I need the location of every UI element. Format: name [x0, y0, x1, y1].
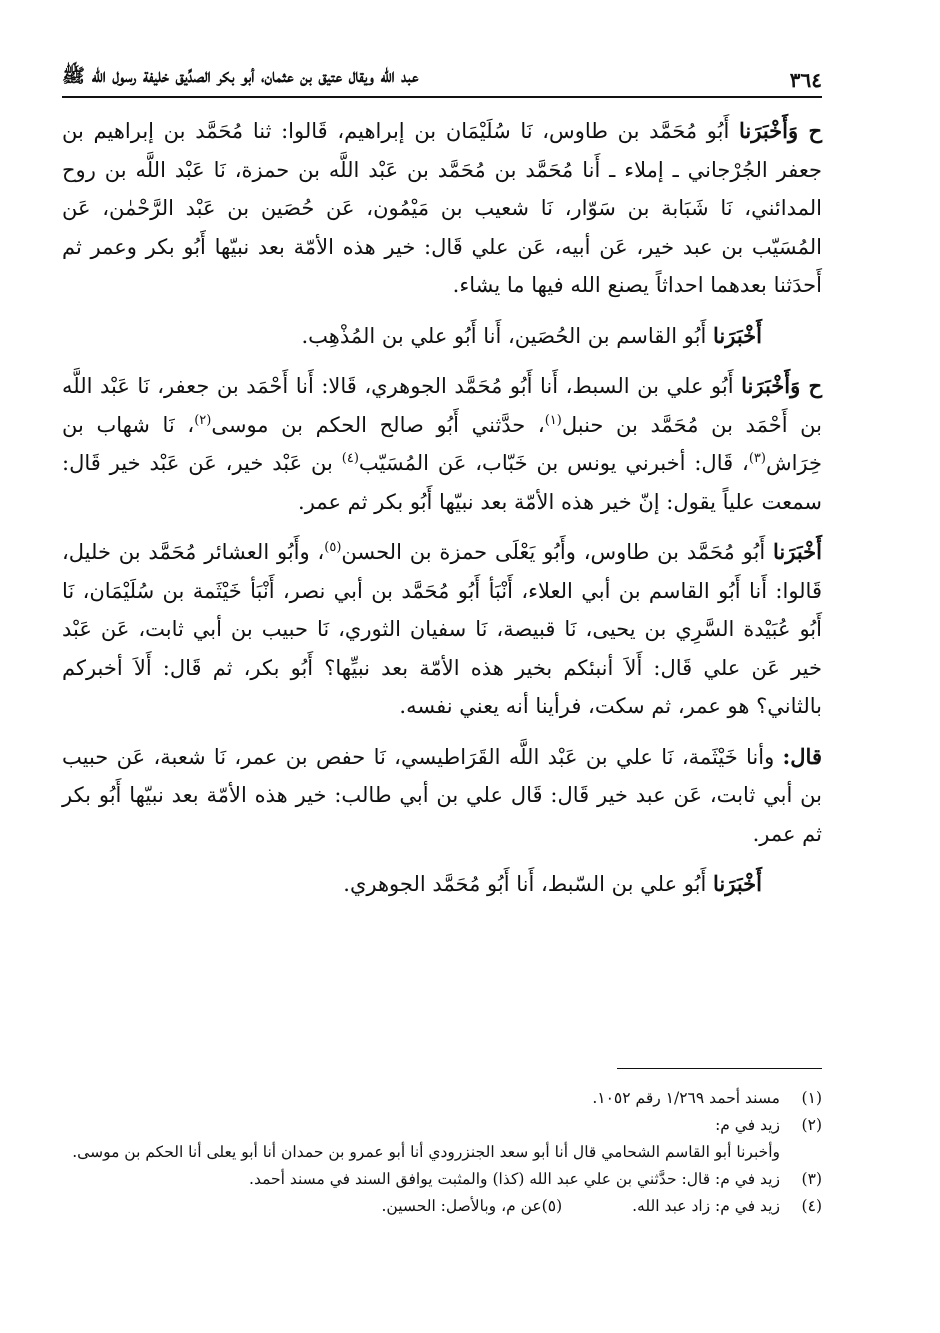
footnote-row: [62, 1193, 822, 1220]
paragraph-text: ، نَا شهاب بن خِرَاش: [62, 412, 822, 475]
paragraph: [62, 533, 822, 726]
footnote-ref[interactable]: (٥): [324, 540, 342, 555]
page-number: ٣٦٤: [789, 68, 822, 92]
paragraph: [62, 112, 822, 305]
paragraph-lead: أَخْبَرَنا: [713, 871, 762, 896]
paragraph-text: وأنا خَيْثَمة، نَا علي بن عَبْد اللَّه القَرَاطيسي، نَا حفص بن عمر، نَا شعبة، عَن حبيب بن أبي ثابت، عَن عبد خير قَال: قَال علي بن أبي طالب: خير هذه الأمّة بعد نبيّها أَبُو بكر ثم عمر.: [62, 744, 822, 846]
paragraph-lead: ح وَأَخْبَرَنا: [741, 373, 822, 398]
page-header: [62, 58, 822, 98]
footnote-number: (٥): [541, 1197, 563, 1215]
paragraph-lead: أَخْبَرَنا: [713, 322, 762, 348]
footnote-text: زيد في م: قال: حدَّثني بن علي عبد الله (كذا) والمثبت يوافق السند في مسند أحمد.: [249, 1170, 780, 1188]
footnote-continuation: وأخبرنا أبو القاسم الشحامي قال أنا أبو سعد الجنزرودي أنا أبو عمرو بن حمدان أنا أبو يعلى أنا الحكم بن موسى.: [72, 1143, 780, 1161]
running-title: عبد الله ويقال عتيق بن عثمان، أبو بكر الصدِّيق خليفة رسول الله ﷺ: [62, 65, 419, 87]
paragraph-lead: أَخْبَرَنا: [773, 539, 822, 564]
footnote-ref[interactable]: (٤): [341, 451, 359, 466]
footnote: [632, 1193, 822, 1220]
footnotes: [62, 1085, 822, 1220]
footnote-text: زيد في م:: [715, 1116, 780, 1134]
paragraph: [62, 367, 822, 521]
main-text: [62, 112, 822, 904]
paragraph-text: أَبُو مُحَمَّد بن طاوس، وأَبُو يَعْلَى حمزة بن الحسن: [341, 540, 773, 564]
footnote-number: (٣): [801, 1170, 822, 1188]
paragraph: [62, 865, 822, 904]
paragraph-text: أَبُو مُحَمَّد بن طاوس، نَا سُلَيْمَان بن إبراهيم، قَالوا: ثنا مُحَمَّد بن إبراهيم بن جعفر الجُرْجاني ـ إملاء ـ أَنا مُحَمَّد بن مُحَمَّد بن عَبْد اللَّه بن حمزة، نَا عَبْد اللَّه بن روح المدائني، نَا شَبَابة بن سَوّار، نَا شعيب بن مَيْمُون، عَن حُصَين بن عَبْد الرَّحْمٰن، عَن المُسَيّب بن عبد خير، عَن أبيه، عَن علي قَال: خير هذه الأمّة بعد نبيّها أَبُو بكر وعمر ثم أَحدَثنا بعدهما احداثاً يصنع الله فيها ما يشاء.: [62, 119, 823, 297]
footnote-separator: [617, 1068, 822, 1069]
paragraph-lead: قال:: [782, 743, 822, 769]
paragraph-text: ، حدَّثني أَبُو صالح الحكم بن موسى: [211, 412, 545, 437]
footnote-ref[interactable]: (١): [544, 412, 562, 428]
paragraph-text: أَبُو علي بن السبط، أَنا أَبُو مُحَمَّد الجوهري، قَالا: أَنا أَحْمَد بن جعفر، نَا عَبْد اللَّه بن أَحْمَد بن مُحَمَّد بن حنبل: [62, 374, 823, 437]
footnote-text: عن م، وبالأصل: الحسين.: [381, 1197, 542, 1215]
footnote: [62, 1166, 822, 1193]
footnote-text: مسند أحمد ١/٢٦٩ رقم ١٠٥٢.: [592, 1089, 780, 1107]
paragraph-lead: ح وَأَخْبَرَنا: [739, 118, 822, 143]
paragraph: [62, 317, 822, 356]
footnote-number: (١): [801, 1089, 822, 1107]
footnote-ref[interactable]: (٢): [194, 412, 212, 428]
paragraph-text: ، قَال: أخبرني يونس بن خَبّاب، عَن المُسَيّب: [358, 451, 749, 475]
paragraph-text: أَبُو القاسم بن الحُصَين، أَنا أَبُو علي بن المُذْهِب.: [301, 323, 714, 348]
document-page: [62, 58, 822, 1308]
footnote-number: (٢): [801, 1116, 822, 1134]
footnote: [381, 1193, 562, 1220]
footnote-text: زيد في م: زاد عبد الله.: [632, 1197, 780, 1215]
paragraph-text: بن عَبْد خير، عَن عَبْد خير قَال: سمعت علياً يقول: إنّ خير هذه الأمّة بعد نبيّها أَبُو بكر ثم عمر.: [62, 451, 822, 514]
paragraph: [62, 738, 822, 854]
paragraph-text: أَبُو علي بن السّبط، أَنا أَبُو مُحَمَّد الجوهري.: [343, 872, 714, 896]
footnote: [62, 1112, 822, 1139]
footnote-ref[interactable]: (٣): [748, 451, 766, 466]
footnote: [62, 1085, 822, 1112]
footnote-number: (٤): [801, 1197, 822, 1215]
paragraph-text: ، وأَبُو العشائر مُحَمَّد بن خليل، قَالوا: أَنا أَبُو القاسم بن أبي العلاء، أَنْبَأ أَبُو مُحَمَّد بن أبي نصر، أَنْبَأ خَيْثَمة بن سُلَيْمَان، نَا أَبُو عُبَيْدة السَّرِي بن يحيى، نَا قبيصة، نَا سفيان الثوري، نَا حبيب بن أبي ثابت، عَن عَبْد خير عَن علي قَال: أَلاَ أنبئكم بخير هذه الأمّة بعد نبيِّها؟ أَبُو بكر، ثم قَال: أَلاَ أخبركم بالثاني؟ هو عمر، ثم سكت، فرأينا أنه يعني نفسه.: [62, 540, 822, 718]
